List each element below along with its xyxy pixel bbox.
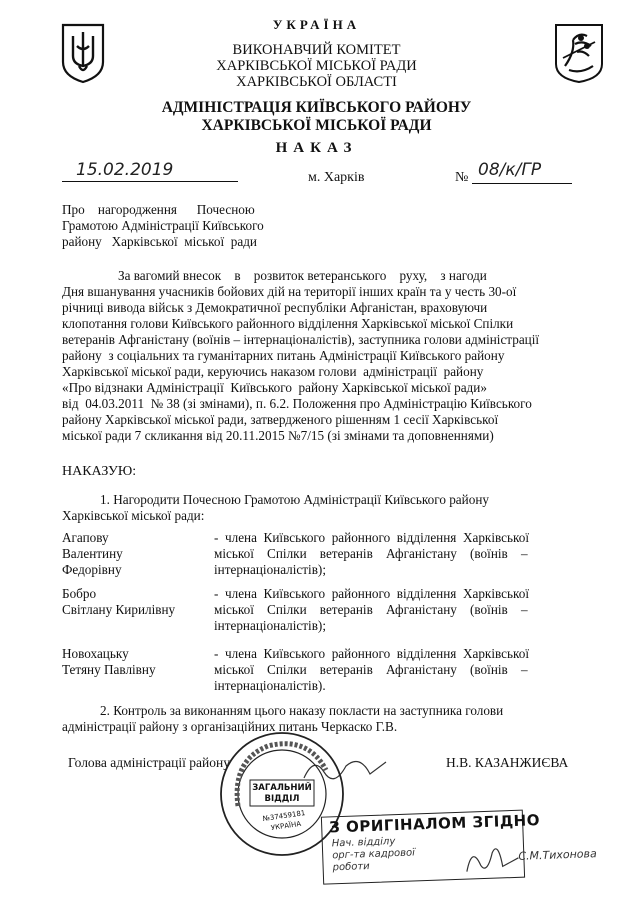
copy-stamp-signer: С.М.Тихонова [518, 847, 597, 863]
copy-stamp [321, 803, 597, 890]
item-2-line1: 2. Контроль за виконанням цього наказу покласти на заступника голови [100, 703, 504, 718]
awardee-description [214, 586, 608, 634]
awardee-name-line: Тетяну Павлівну [62, 662, 156, 677]
round-stamp-text1: ЗАГАЛЬНИЙ [252, 783, 312, 793]
order-word: НАКАЗУЮ: [62, 464, 137, 479]
preamble-line: клопотання голови Київського районного відділення Харківської міської Спілки [62, 316, 514, 331]
preamble-first-line: За вагомий внесок в розвиток ветеранського руху, з нагоди [118, 268, 487, 283]
preamble [62, 268, 608, 444]
awardee-name [62, 586, 212, 618]
awardee-description-line: міської Спілки ветеранів Афганістану (воїнів – [214, 662, 528, 677]
awardee-name-line: Федорівну [62, 562, 122, 577]
item-2-line2: адміністрації району з організаційних питань Черкаско Г.В. [62, 719, 398, 734]
awardee-description-line: інтернаціоналістів); [214, 618, 326, 633]
awardee-description-line: інтернаціоналістів). [214, 678, 326, 693]
awardee-name [62, 646, 212, 678]
item-1 [62, 492, 608, 524]
preamble-line: річниці вивода військ з Демократичної республіки Афганістан, враховуючи [62, 300, 488, 315]
awardee-description-line: - члена Київського районного відділення Харківської [214, 530, 529, 545]
round-stamp-text2: ВІДДІЛ [264, 794, 300, 804]
item-1-line2: Харківської міської ради: [62, 508, 205, 523]
signature-name: Н.В. КАЗАНЖИЄВА [446, 755, 569, 770]
awardee-name-line: Валентину [62, 546, 123, 561]
awardee-description [214, 530, 608, 578]
subject [62, 202, 302, 250]
number-label: № [455, 170, 469, 185]
round-stamp-code: №37459181 [262, 809, 306, 823]
item-1-line1: 1. Нагородити Почесною Грамотою Адміністрації Київського району [100, 492, 489, 507]
awardee-description-line: інтернаціоналістів); [214, 562, 326, 577]
preamble-line: ветеранів Афганістану (воїнів – інтернаціоналістів), заступника голови адміністрації [62, 332, 540, 347]
awardee-name-line: Бобро [62, 586, 97, 601]
copy-stamp-title: З ОРИГІНАЛОМ ЗГІДНО [328, 811, 541, 837]
subject-line: району Харківської міської ради [62, 234, 257, 249]
preamble-last-line: міської ради 7 скликання від 20.11.2015 №7/15 (зі змінами та доповненнями) [62, 428, 494, 443]
date-underline [62, 181, 238, 182]
awardee-description-line: міської Спілки ветеранів Афганістану (воїнів – [214, 602, 528, 617]
preamble-line: «Про відзнаки Адміністрації Київського району Харківської міської ради» [62, 380, 487, 395]
order-city: м. Харків [308, 170, 365, 185]
order-number: 08/к/ГР [478, 160, 542, 180]
awardee-name-line: Світлану Кирилівну [62, 602, 176, 617]
copy-stamp-hand1: Нач. відділу [331, 836, 396, 850]
copy-stamp-hand3: роботи [332, 861, 370, 874]
preamble-line: від 04.03.2011 № 38 (зі змінами), п. 6.2. Положення про Адміністрацію Київського [62, 396, 532, 411]
number-underline [472, 183, 572, 184]
header-line3: ХАРКІВСЬКОЇ ОБЛАСТІ [236, 74, 397, 90]
subject-line: Про нагородження Почесною [62, 202, 255, 217]
preamble-line: району Харківської міської ради, затвердженого рішенням 1 сесії Харківської [62, 412, 499, 427]
copy-stamp-signature [462, 840, 523, 878]
header-line1: ВИКОНАВЧИЙ КОМІТЕТ [232, 42, 401, 58]
awardee-description-line: - члена Київського районного відділення Харківської [214, 646, 529, 661]
header-country: УКРАЇНА [272, 17, 361, 32]
awardee-description [214, 646, 608, 694]
preamble-line: Дня вшанування учасників бойових дій на території інших країн та у честь 30-ої [62, 284, 517, 299]
awardee-description-line: - члена Київського районного відділення Харківської [214, 586, 529, 601]
round-stamp-country: УКРАЇНА [270, 819, 302, 833]
document-type: НАКАЗ [275, 140, 358, 156]
awardee-name-line: Новохацьку [62, 646, 129, 661]
copy-stamp-hand2: орг-та кадрової [332, 847, 416, 862]
order-date: 15.02.2019 [76, 160, 174, 180]
header-line2: ХАРКІВСЬКОЇ МІСЬКОЇ РАДИ [216, 58, 417, 74]
subject-line: Грамотою Адміністрації Київського [62, 218, 264, 233]
awardee-name-line: Агапову [62, 530, 109, 545]
preamble-line: Харківської міської ради, керуючись наказом голови адміністрації району [62, 364, 484, 379]
round-stamp-center [250, 783, 314, 805]
header-admin2: ХАРКІВСЬКОЇ МІСЬКОЇ РАДИ [201, 117, 432, 134]
header-admin1: АДМІНІСТРАЦІЯ КИЇВСЬКОГО РАЙОНУ [161, 99, 472, 116]
awardee-description-line: міської Спілки ветеранів Афганістану (воїнів – [214, 546, 528, 561]
awardee-name [62, 530, 212, 578]
preamble-line: району з соціальних та гуманітарних питань Адміністрації Київського району [62, 348, 505, 363]
signature-title: Голова адміністрації району [68, 755, 230, 770]
